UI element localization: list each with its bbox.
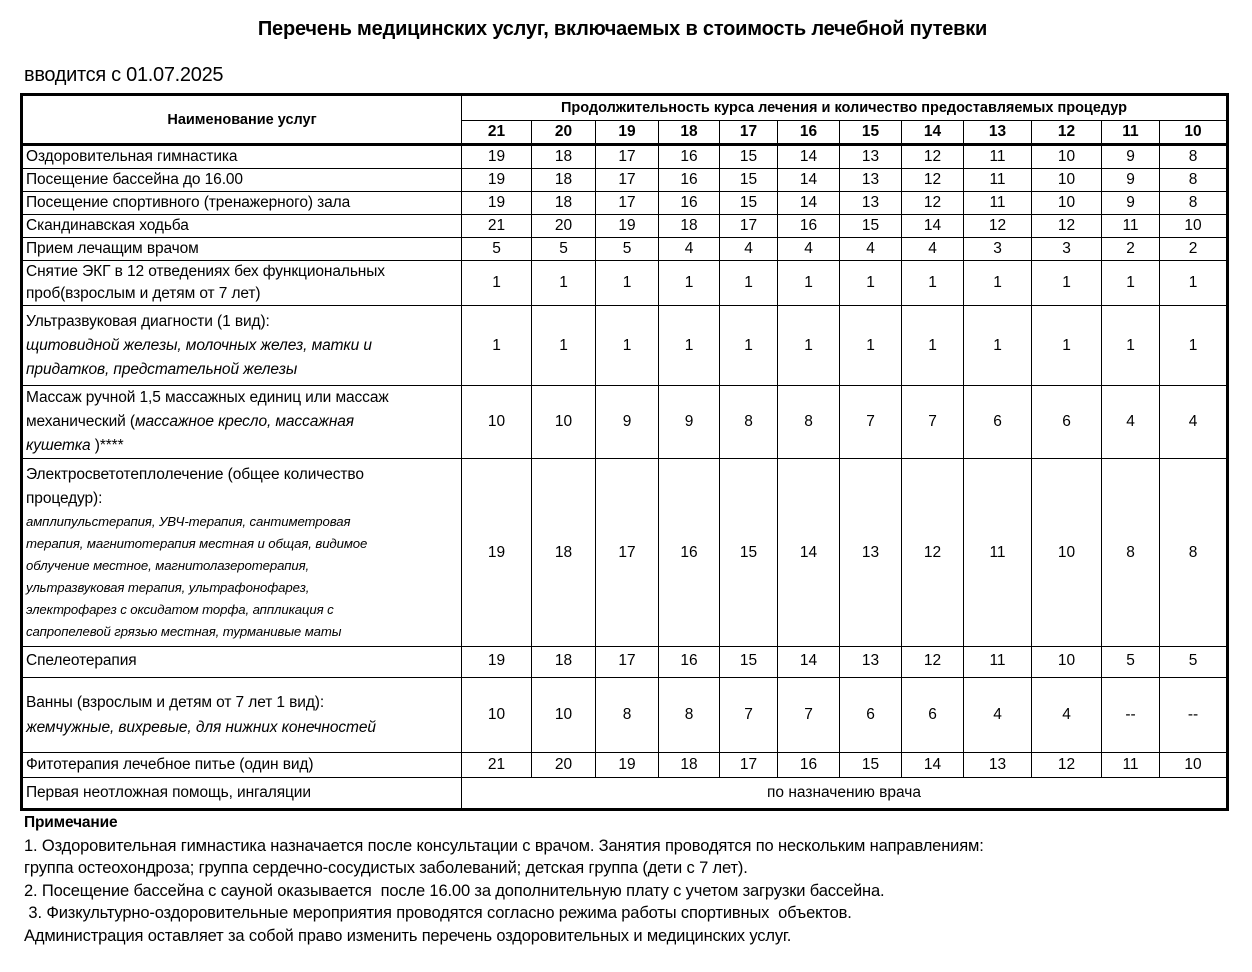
procedure-count: 17: [596, 459, 659, 647]
procedure-count: 4: [840, 238, 902, 261]
service-name: [22, 459, 462, 647]
table-row: [22, 261, 1228, 306]
procedure-count: 17: [720, 753, 778, 778]
procedure-count: 2: [1102, 238, 1160, 261]
service-name: Фитотерапия лечебное питье (один вид): [22, 753, 462, 778]
merged-value: по назначению врача: [462, 778, 1228, 810]
procedure-count: 1: [1160, 261, 1228, 306]
procedure-count: 5: [596, 238, 659, 261]
procedure-count: 1: [840, 306, 902, 386]
service-name: Спелеотерапия: [22, 647, 462, 678]
procedure-count: 7: [840, 386, 902, 459]
procedure-count: 20: [532, 753, 596, 778]
day-header: 13: [964, 121, 1032, 145]
procedure-count: 8: [720, 386, 778, 459]
procedure-count: 4: [964, 678, 1032, 753]
service-name: Посещение спортивного (тренажерного) зала: [22, 192, 462, 215]
procedure-count: 12: [964, 215, 1032, 238]
procedure-count: 11: [964, 647, 1032, 678]
procedure-count: 10: [532, 678, 596, 753]
procedure-count: 6: [840, 678, 902, 753]
procedure-count: 12: [1032, 215, 1102, 238]
procedure-count: 21: [462, 215, 532, 238]
procedure-count: 8: [778, 386, 840, 459]
service-detail-line: амплипульстерапия, УВЧ-терапия, сантиметровая: [26, 513, 351, 529]
procedure-count: 9: [596, 386, 659, 459]
procedure-count: 8: [1102, 459, 1160, 647]
service-name: Прием лечащим врачом: [22, 238, 462, 261]
procedure-count: 11: [1102, 215, 1160, 238]
procedure-count: 7: [902, 386, 964, 459]
service-name: [22, 261, 462, 306]
service-detail-text: массажное кресло, массажная: [134, 413, 354, 430]
procedure-count: 16: [659, 145, 720, 169]
procedure-count: 8: [1160, 192, 1228, 215]
table-row: [22, 145, 1228, 169]
procedure-count: 19: [596, 753, 659, 778]
procedure-count: 10: [1032, 192, 1102, 215]
procedure-count: 11: [964, 169, 1032, 192]
procedure-count: 1: [1032, 261, 1102, 306]
procedure-count: 1: [462, 261, 532, 306]
procedure-count: 19: [596, 215, 659, 238]
procedure-count: 8: [1160, 145, 1228, 169]
procedure-count: 4: [1160, 386, 1228, 459]
procedure-count: 17: [720, 215, 778, 238]
procedure-count: 8: [1160, 459, 1228, 647]
procedure-count: 3: [1032, 238, 1102, 261]
procedure-count: 21: [462, 753, 532, 778]
procedure-count: 12: [902, 145, 964, 169]
procedure-count: 18: [532, 192, 596, 215]
procedure-count: 14: [778, 647, 840, 678]
procedure-count: 4: [902, 238, 964, 261]
table-row: [22, 459, 1228, 647]
procedure-count: 4: [1102, 386, 1160, 459]
procedure-count: 4: [659, 238, 720, 261]
procedure-count: 7: [720, 678, 778, 753]
procedure-count: 4: [1032, 678, 1102, 753]
procedure-count: 11: [1102, 753, 1160, 778]
service-name-line: Ванны (взрослым и детям от 7 лет 1 вид):: [26, 694, 325, 711]
procedure-count: 11: [964, 459, 1032, 647]
procedure-count: 1: [462, 306, 532, 386]
procedure-count: 13: [840, 192, 902, 215]
day-header: 14: [902, 121, 964, 145]
procedure-count: 1: [778, 261, 840, 306]
procedure-count: 5: [1102, 647, 1160, 678]
procedure-count: 15: [840, 215, 902, 238]
service-detail-line: жемчужные, вихревые, для нижних конечностей: [26, 719, 376, 736]
service-detail-line: щитовидной железы, молочных желез, матки и: [26, 336, 372, 354]
service-name: Скандинавская ходьба: [22, 215, 462, 238]
procedure-count: 18: [532, 647, 596, 678]
table-row: [22, 778, 1228, 810]
note-line: 2. Посещение бассейна с сауной оказывается после 16.00 за дополнительную плату с учетом загрузки бассейна.: [24, 881, 885, 900]
procedure-count: 13: [964, 753, 1032, 778]
table-row: [22, 215, 1228, 238]
service-name: Первая неотложная помощь, ингаляции: [22, 778, 462, 810]
procedure-count: 10: [462, 386, 532, 459]
procedure-count: 10: [462, 678, 532, 753]
procedure-count: 11: [964, 145, 1032, 169]
note-line: Администрация оставляет за собой право изменить перечень оздоровительных и медицинских услуг.: [24, 926, 792, 945]
procedure-count: 10: [1032, 145, 1102, 169]
service-name-text: механический (: [26, 413, 135, 430]
procedure-count: 18: [532, 145, 596, 169]
day-header: 10: [1160, 121, 1228, 145]
procedure-count: 16: [659, 647, 720, 678]
procedure-count: 1: [532, 261, 596, 306]
procedure-count: 20: [532, 215, 596, 238]
procedure-count: 1: [964, 261, 1032, 306]
table-row: [22, 386, 1228, 459]
duration-header: Продолжительность курса лечения и количество предоставляемых процедур: [462, 95, 1228, 121]
procedure-count: 1: [532, 306, 596, 386]
procedure-count: 16: [659, 192, 720, 215]
procedure-count: 16: [659, 169, 720, 192]
procedure-count: 15: [720, 192, 778, 215]
procedure-count: 18: [532, 459, 596, 647]
procedure-count: 12: [902, 647, 964, 678]
procedure-count: 1: [720, 261, 778, 306]
service-name-header: Наименование услуг: [22, 95, 462, 145]
procedure-count: 14: [902, 753, 964, 778]
procedure-count: 1: [964, 306, 1032, 386]
day-header: 11: [1102, 121, 1160, 145]
procedure-count: 1: [659, 261, 720, 306]
procedure-count: 10: [1160, 215, 1228, 238]
procedure-count: 19: [462, 459, 532, 647]
procedure-count: 10: [1160, 753, 1228, 778]
service-name: Оздоровительная гимнастика: [22, 145, 462, 169]
service-name: [22, 306, 462, 386]
procedure-count: 10: [532, 386, 596, 459]
procedure-count: 10: [1032, 647, 1102, 678]
procedure-count: 18: [532, 169, 596, 192]
procedure-count: 9: [1102, 145, 1160, 169]
procedure-count: 1: [902, 261, 964, 306]
procedure-count: 15: [720, 169, 778, 192]
service-detail-line: сапропелевой грязью местная, турманивые маты: [26, 623, 342, 639]
procedure-count: 15: [720, 459, 778, 647]
table-row: [22, 192, 1228, 215]
procedure-count: 4: [778, 238, 840, 261]
procedure-count: 12: [902, 192, 964, 215]
procedure-count: 9: [1102, 192, 1160, 215]
header-row: [22, 95, 1228, 121]
procedure-count: 10: [1032, 169, 1102, 192]
procedure-count: 1: [1102, 306, 1160, 386]
procedure-count: 1: [659, 306, 720, 386]
note-line: 3. Физкультурно-оздоровительные мероприятия проводятся согласно режима работы спортивных объектов.: [24, 904, 852, 922]
procedure-count: 6: [964, 386, 1032, 459]
procedure-count: 1: [596, 261, 659, 306]
procedure-count: 6: [1032, 386, 1102, 459]
procedure-count: 17: [596, 169, 659, 192]
procedure-count: 11: [964, 192, 1032, 215]
day-header: 21: [462, 121, 532, 145]
procedure-count: --: [1160, 678, 1228, 753]
procedure-count: 17: [596, 145, 659, 169]
day-header: 16: [778, 121, 840, 145]
note-line: группа остеохондроза; группа сердечно-сосудистых заболеваний; детская группа (дети с 7 лет).: [24, 859, 748, 877]
service-detail-line: облучение местное, магнитолазеротерапия,: [26, 557, 310, 573]
procedure-count: 9: [1102, 169, 1160, 192]
procedure-count: --: [1102, 678, 1160, 753]
service-detail-text: кушетка: [26, 437, 91, 454]
procedure-count: 13: [840, 169, 902, 192]
service-name: Посещение бассейна до 16.00: [22, 169, 462, 192]
procedure-count: 1: [1102, 261, 1160, 306]
table-row: [22, 678, 1228, 753]
procedure-count: 13: [840, 145, 902, 169]
day-header: 17: [720, 121, 778, 145]
procedure-count: 19: [462, 169, 532, 192]
procedure-count: 14: [778, 145, 840, 169]
day-header: 12: [1032, 121, 1102, 145]
notes-title: Примечание: [24, 814, 118, 831]
day-header: 19: [596, 121, 659, 145]
procedure-count: 8: [1160, 169, 1228, 192]
procedure-count: 5: [532, 238, 596, 261]
service-name-text: )****: [90, 437, 124, 454]
table-row: [22, 753, 1228, 778]
procedure-count: 1: [720, 306, 778, 386]
procedure-count: 19: [462, 647, 532, 678]
service-name-line: Снятие ЭКГ в 12 отведениях бех функциональных: [26, 263, 385, 280]
procedure-count: 5: [462, 238, 532, 261]
service-name-line: [26, 434, 459, 458]
service-name-line: [26, 410, 459, 434]
procedure-count: 1: [1160, 306, 1228, 386]
procedure-count: 15: [840, 753, 902, 778]
procedure-count: 18: [659, 753, 720, 778]
service-name: [22, 678, 462, 753]
procedure-count: 16: [778, 215, 840, 238]
procedure-count: 3: [964, 238, 1032, 261]
procedure-count: 7: [778, 678, 840, 753]
procedure-count: 12: [902, 459, 964, 647]
procedure-count: 12: [902, 169, 964, 192]
effective-date-label: вводится с 01.07.2025: [24, 64, 224, 86]
procedure-count: 19: [462, 192, 532, 215]
service-name-line: Массаж ручной 1,5 массажных единиц или массаж: [26, 389, 389, 406]
procedure-count: 14: [778, 192, 840, 215]
table-row: [22, 647, 1228, 678]
procedure-count: 2: [1160, 238, 1228, 261]
service-detail-line: терапия, магнитотерапия местная и общая, видимое: [26, 535, 368, 551]
service-name-line: Электросветотеплолечение (общее количество: [26, 465, 364, 483]
procedure-count: 10: [1032, 459, 1102, 647]
service-name: [22, 386, 462, 459]
service-detail-line: ультразвуковая терапия, ультрафонофарез,: [26, 579, 310, 595]
procedure-count: 9: [659, 386, 720, 459]
procedure-count: 15: [720, 145, 778, 169]
procedure-count: 14: [902, 215, 964, 238]
procedure-count: 6: [902, 678, 964, 753]
service-detail-line: придатков, предстательной железы: [26, 360, 298, 378]
procedure-count: 12: [1032, 753, 1102, 778]
procedure-count: 1: [778, 306, 840, 386]
document-title: Перечень медицинских услуг, включаемых в стоимость лечебной путевки: [257, 18, 988, 40]
note-line: 1. Оздоровительная гимнастика назначается после консультации с врачом. Занятия проводятся по нескольким направлениям:: [24, 836, 984, 855]
day-header: 20: [532, 121, 596, 145]
procedure-count: 4: [720, 238, 778, 261]
procedure-count: 1: [840, 261, 902, 306]
procedure-count: 13: [840, 647, 902, 678]
service-name-line: проб(взрослым и детям от 7 лет): [26, 285, 261, 302]
procedure-count: 19: [462, 145, 532, 169]
procedure-count: 1: [902, 306, 964, 386]
procedure-count: 13: [840, 459, 902, 647]
procedure-count: 17: [596, 192, 659, 215]
table-row: [22, 169, 1228, 192]
procedure-count: 17: [596, 647, 659, 678]
procedure-count: 8: [596, 678, 659, 753]
service-name-line: Ультразвуковая диагности (1 вид):: [26, 312, 270, 330]
procedure-count: 14: [778, 459, 840, 647]
procedure-count: 5: [1160, 647, 1228, 678]
day-header: 18: [659, 121, 720, 145]
notes-section: [24, 812, 984, 947]
services-table: [20, 93, 1229, 811]
procedure-count: 18: [659, 215, 720, 238]
procedure-count: 14: [778, 169, 840, 192]
service-detail-line: электрофарез с оксидатом торфа, аппликация с: [26, 601, 334, 617]
procedure-count: 8: [659, 678, 720, 753]
procedure-count: 15: [720, 647, 778, 678]
table-row: [22, 238, 1228, 261]
day-header: 15: [840, 121, 902, 145]
procedure-count: 1: [1032, 306, 1102, 386]
procedure-count: 1: [596, 306, 659, 386]
table-row: [22, 306, 1228, 386]
procedure-count: 16: [778, 753, 840, 778]
service-name-line: процедур):: [26, 489, 103, 507]
procedure-count: 16: [659, 459, 720, 647]
